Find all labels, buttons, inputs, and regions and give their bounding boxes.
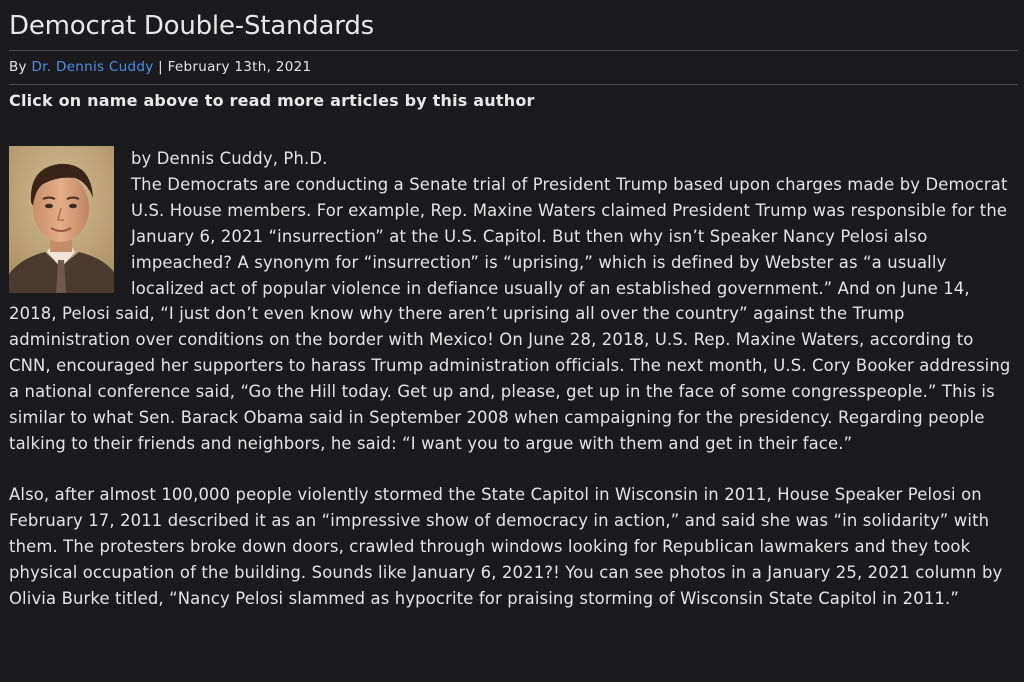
byline-divider [9,84,1018,85]
article-paragraph-2: Also, after almost 100,000 people violently stormed the State Capitol in Wisconsin in 2011, House Speaker Pelosi on February 17, 2011 described it as an “impressive show of democracy in action,” and said she was “in solidarity” with them. The protesters broke down doors, crawled through windows looking for Republican lawmakers and they took physical occupation of the building. Sounds like January 6, 2021?! You can see photos in a January 25, 2021 column by Olivia Burke titled, “Nancy Pelosi slammed as hypocrite for praising storming of Wisconsin State Capitol in 2011.” [9,484,1003,608]
byline-prefix: By [9,59,32,75]
article-paragraph-1: The Democrats are conducting a Senate trial of President Trump based upon charges made by Democrat U.S. House members. For example, Rep. Maxine Waters claimed President Trump was responsible for the January 6, 2021 “insurrection” at the U.S. Capitol. But then why isn’t Speaker Nancy Pelosi also impeached? A synonym for “insurrection” is “uprising,” which is defined by Webster as “a usually localized act of popular violence in defiance usually of an established government.” And on June 14, 2018, Pelosi said, “I just don’t even know why there aren’t uprising all over the country” against the Trump administration over conditions on the border with Mexico! On June 28, 2018, U.S. Rep. Maxine Waters, according to CNN, encouraged her supporters to harass Trump administration officials. The next month, U.S. Cory Booker addressing a national conference said, “Go the Hill today. Get up and, please, get up in the face of some congresspeople.” This is similar to what Sen. Barack Obama said in September 2008 when campaigning for the presidency. Regarding people talking to their friends and neighbors, he said: “I want you to argue with them and get in their face.” [9,174,1011,453]
author-attribution: by Dennis Cuddy, Ph.D. [131,149,328,168]
publish-date: February 13th, 2021 [167,59,312,75]
byline-separator: | [153,59,168,75]
article-body [9,146,1014,611]
article-title: Democrat Double-Standards [9,11,374,41]
author-link[interactable]: Dr. Dennis Cuddy [31,59,154,75]
byline [9,51,1014,84]
author-notice: Click on name above to read more articles by this author [9,91,535,110]
author-photo [9,146,114,293]
